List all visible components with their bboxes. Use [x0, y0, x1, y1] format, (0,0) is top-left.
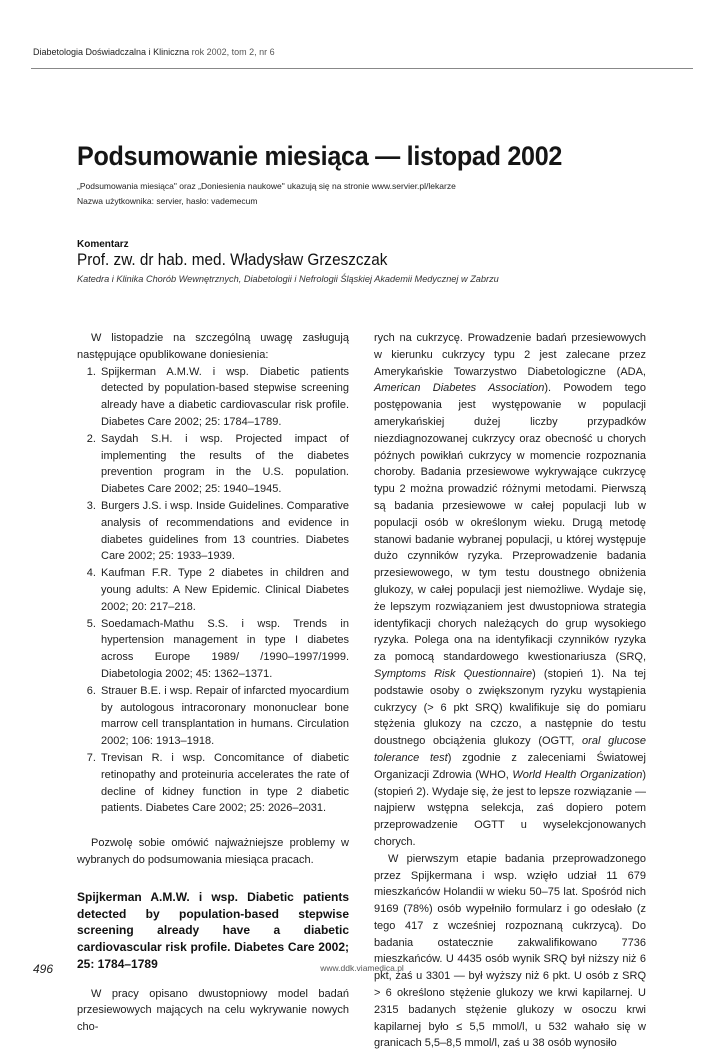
- komentarz-label: Komentarz: [77, 239, 129, 250]
- journal-issue: rok 2002, tom 2, nr 6: [191, 47, 275, 57]
- body-paragraph-2: W pierwszym etapie badania przeprowadzonego przez Spijkermana i wsp. wzięło udział 11 679 mieszkańców Holandii w wieku 50–75 lat. Spośród nich 9169 (78%) osób wypełniło formularz i go odesłało (z tego 417 z wcześniej rozpoznaną cukrzycą). Do badania ostatecznie zakwalifikowano 7736 mieszkańców. U 4435 osób wynik SRQ był niższy niż 6 pkt, zaś u 3301 — był wyższy niż 6 pkt. U osób z SRQ > 6 określono stężenie glukozy we krwi kapilarnej. U 2315 badanych stężenie glukozy w osoczu krwi kapilarnej było ≤ 5,5 mmol/l, u 532 wahało się w granicach 5,5–8,5 mmol/l, zaś u 38 osób wynosiło: [374, 852, 646, 1050]
- running-head: [33, 47, 275, 57]
- author-affiliation: Katedra i Klinika Chorób Wewnętrznych, Diabetologii i Nefrologii Śląskiej Akademii Medycznej w Zabrzu: [77, 274, 499, 284]
- reference-list: [77, 364, 349, 818]
- left-column: [77, 330, 349, 1036]
- section-paragraph: W pracy opisano dwustopniowy model badań przesiewowych mających na celu wykrywanie nowych cho-: [77, 987, 349, 1034]
- right-column: [374, 330, 646, 1052]
- author-name: Prof. zw. dr hab. med. Władysław Grzeszczak: [77, 250, 388, 269]
- intro-paragraph: W listopadzie na szczególną uwagę zasługują następujące opublikowane doniesienia:: [77, 332, 349, 361]
- reference-item: 5. Soedamach-Mathu S.S. i wsp. Trends in hypertension management in type I diabetes across Europe 1989/ /1990–1997/1999. Diabetologia 2002; 45: 1362–1371.: [99, 616, 349, 683]
- reference-item: 4. Kaufman F.R. Type 2 diabetes in children and young adults: A New Epidemic. Clinical Diabetes 2002; 20: 217–218.: [99, 565, 349, 615]
- footer-url: www.ddk.viamedica.pl: [320, 963, 404, 973]
- body-paragraph-1: rych na cukrzycę. Prowadzenie badań przesiewowych w kierunku cukrzycy typu 2 jest zalecane przez Amerykańskie Towarzystwo Diabetologiczne (ADA, American Diabetes Association). Powodem tego postępowania jest występowanie w populacji amerykańskiej dużej liczby przypadków niezdiagnozowanej cukrzycy oraz obecność u chorych późnych powikłań cukrzycy w momencie rozpoznania choroby. Badania przesiewowe wykrywające cukrzycę typu 2 można prowadzić różnymi metodami. Pierwszą są badania przesiewowe w całej populacji lub w populacji osób w określonym wieku. Drugą metodę stanowi badanie wybranej populacji, u której występuje dużo czynników ryzyka. Przeprowadzenie badania przesiewowego, w tym testu doustnego obniżenia glukozy, w całej populacji jest niemożliwe. Wydaje się, że lepszym rozwiązaniem jest dwustopniowa strategia identyfikacji chorych należących do grup wysokiego ryzyka. Polega ona na identyfikacji czynników ryzyka za pomocą standardowego kwestionariusza (SRQ, Symptoms Risk Questionnaire) (stopień 1). Na tej podstawie osoby o zwiększonym ryzyku wystąpienia cukrzycy (> 6 pkt SRQ) kwalifikuje się do pomiaru stężenia glukozy na czczo, a następnie do testu doustnego obciążenia glukozy (OGTT, oral glucose tolerance test) zgodnie z zaleceniami Światowej Organizacji Zdrowia (WHO, World Health Organization) (stopień 2). Wydaje się, że jest to lepsze rozwiązanie — najpierw wstępna selekcja, zaś dopiero potem przeprowadzenie OGTT u wyselekcjonowanych chorych.: [374, 332, 646, 848]
- header-rule: [31, 68, 693, 69]
- login-note: Nazwa użytkownika: servier, hasło: vademecum: [77, 196, 258, 206]
- reference-item: 1. Spijkerman A.M.W. i wsp. Diabetic patients detected by population-based stepwise screening already have a diabetic cardiovascular risk profile. Diabetes Care 2002; 25: 1784–1789.: [99, 364, 349, 431]
- page-number: 496: [33, 962, 54, 976]
- reference-item: 3. Burgers J.S. i wsp. Inside Guidelines. Comparative analysis of recommendations and evidence in diabetes guidelines from 13 countries. Diabetes Care 2002; 25: 1933–1939.: [99, 498, 349, 565]
- page-title: Podsumowanie miesiąca — listopad 2002: [77, 141, 563, 171]
- servier-note: „Podsumowania miesiąca" oraz „Doniesienia naukowe" ukazują się na stronie www.servier.pl/lekarze: [77, 181, 456, 191]
- journal-name: Diabetologia Doświadczalna i Kliniczna: [33, 47, 190, 57]
- reference-item: 6. Strauer B.E. i wsp. Repair of infarcted myocardium by autologous intracoronary mononuclear bone marrow cell transplantation in humans. Circulation 2002; 106: 1913–1918.: [99, 683, 349, 750]
- outro-paragraph: Pozwolę sobie omówić najważniejsze problemy w wybranych do podsumowania miesiąca pracach.: [77, 837, 349, 866]
- reference-item: 2. Saydah S.H. i wsp. Projected impact of implementing the results of the diabetes prevention program in the U.S. population. Diabetes Care 2002; 25: 1940–1945.: [99, 431, 349, 498]
- reference-item: 7. Trevisan R. i wsp. Concomitance of diabetic retinopathy and proteinuria accelerates the rate of decline of kidney function in type 2 diabetic patients. Diabetes Care 2002; 25: 2026–2031.: [99, 750, 349, 817]
- section-heading: Spijkerman A.M.W. i wsp. Diabetic patients detected by population-based stepwise screening already have a diabetic cardiovascular risk profile. Diabetes Care 2002; 25: 1784–1789: [77, 889, 349, 971]
